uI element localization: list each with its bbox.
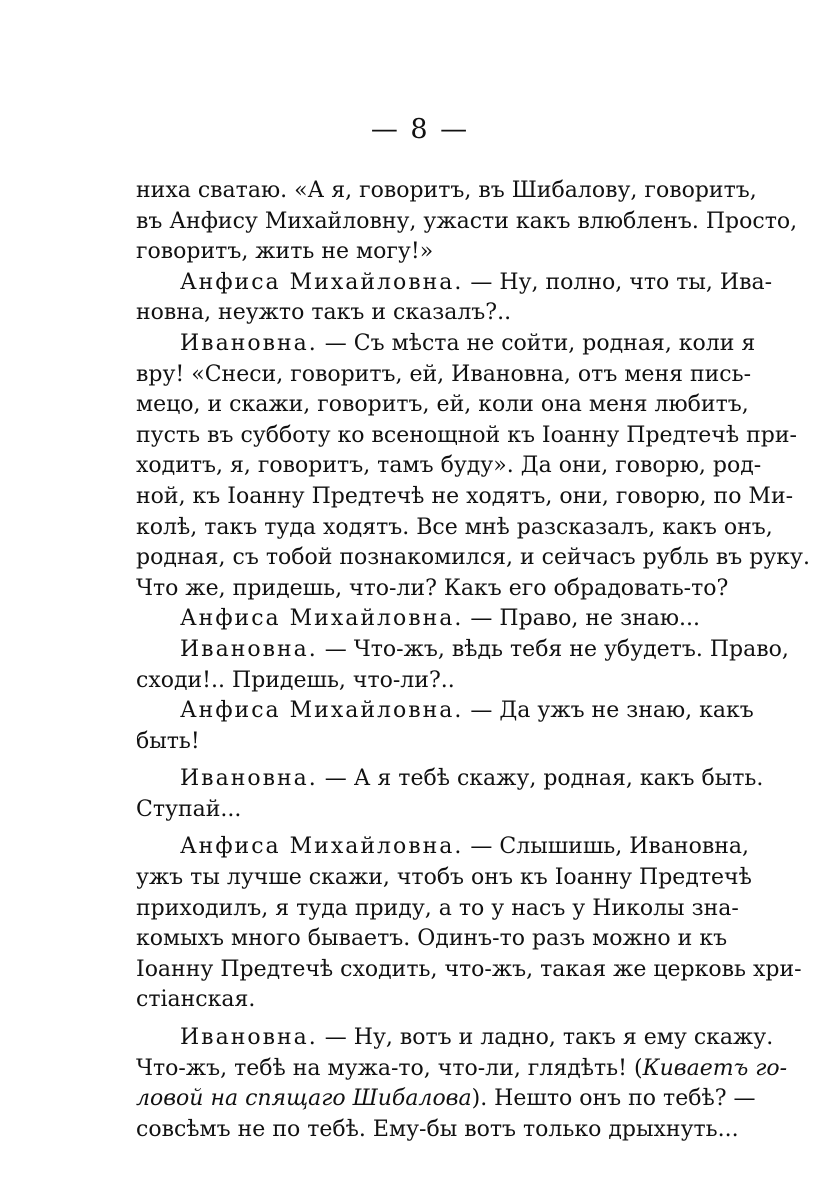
text-line: [136, 832, 749, 863]
text-line: вру! «Снеси, говоритъ, ей, Ивановна, отъ меня пись-: [136, 361, 752, 387]
text-line: [136, 1023, 774, 1054]
page-body: [136, 176, 810, 1145]
text-line: [136, 696, 754, 727]
text-line: приходилъ, я туда приду, а то у насъ у Николы зна-: [136, 895, 739, 921]
text-line: [136, 268, 773, 299]
speech-text: — Ну, полно, что ты, Ива-: [463, 269, 773, 295]
text-line: Ступай...: [136, 796, 242, 822]
text-line: ниха сватаю. «А я, говоритъ, въ Шибалову, говоритъ,: [136, 178, 757, 203]
speaker-name: Анфиса Михайловна.: [180, 606, 464, 632]
text-line: мецо, и скажи, говоритъ, ей, коли она меня любитъ,: [136, 392, 749, 418]
text-line: [136, 329, 756, 360]
page-number: — 8 —: [370, 114, 470, 145]
stage-direction: ловой на спящаго Шибалова: [136, 1086, 472, 1112]
text-line: колѣ, такъ туда ходятъ. Все мнѣ разсказалъ, какъ онъ,: [136, 514, 773, 540]
speech-text: — Слышишь, Ивановна,: [463, 834, 749, 860]
text-line: родная, съ тобой познакомился, и сейчасъ рубль въ руку.: [136, 545, 810, 571]
text-line: Іоанну Предтечѣ сходить, что-жъ, такая же церковь хри-: [136, 956, 802, 982]
text-line: совсѣмъ не по тебѣ. Ему-бы вотъ только дрыхнуть...: [136, 1116, 739, 1142]
speech-text: — Съ мѣста не сойти, родная, коли я: [317, 330, 756, 356]
speech-text: Что-жъ, тебѣ на мужа-то, что-ли, глядѣть! (: [136, 1055, 643, 1081]
speaker-name: Анфиса Михайловна.: [180, 269, 464, 295]
text-line: [136, 635, 789, 666]
speech-text: — Что-жъ, вѣдь тебя не убудетъ. Право,: [317, 636, 789, 662]
text-line: ной, къ Іоанну Предтечѣ не ходятъ, они, говорю, по Ми-: [136, 483, 794, 509]
speech-text: ). Нешто онъ по тебѣ? —: [471, 1086, 756, 1112]
text-line: въ Анфису Михайловну, ужасти какъ влюбленъ. Просто,: [136, 208, 798, 234]
text-line: сходи!.. Придешь, что-ли?..: [136, 667, 455, 693]
text-line: Что же, придешь, что-ли? Какъ его обрадовать-то?: [136, 575, 729, 601]
speaker-name: Ивановна.: [180, 766, 318, 792]
speaker-name: Ивановна.: [180, 636, 318, 662]
stage-direction: Киваетъ го-: [642, 1055, 788, 1081]
speaker-name: Ивановна.: [180, 330, 318, 356]
speech-text: — Ну, вотъ и ладно, такъ я ему скажу.: [317, 1025, 774, 1051]
text-line: стіанская.: [136, 987, 256, 1013]
text-line: комыхъ много бываетъ. Одинъ-то разъ можно и къ: [136, 926, 728, 952]
text-line: [136, 764, 764, 795]
speech-text: — А я тебѣ скажу, родная, какъ быть.: [317, 766, 764, 792]
text-line: быть!: [136, 728, 200, 754]
speaker-name: Ивановна.: [180, 1025, 318, 1051]
text-line: новна, неужто такъ и сказалъ?..: [136, 300, 512, 326]
speaker-name: Анфиса Михайловна.: [180, 698, 464, 724]
text-line: [136, 1084, 756, 1115]
text-line: говоритъ, жить не могу!»: [136, 239, 434, 265]
text-line: пусть въ субботу ко всенощной къ Іоанну Предтечѣ при-: [136, 422, 797, 448]
text-line: ходитъ, я, говоритъ, тамъ буду». Да они, говорю, род-: [136, 453, 762, 479]
text-line: [136, 604, 712, 635]
speech-text: — Право, не знаю...: [463, 606, 700, 632]
text-line: [136, 1054, 788, 1085]
speech-text: — Да ужъ не знаю, какъ: [463, 698, 754, 724]
speaker-name: Анфиса Михайловна.: [180, 834, 464, 860]
text-line: ужъ ты лучше скажи, чтобъ онъ къ Іоанну Предтечѣ: [136, 865, 752, 891]
